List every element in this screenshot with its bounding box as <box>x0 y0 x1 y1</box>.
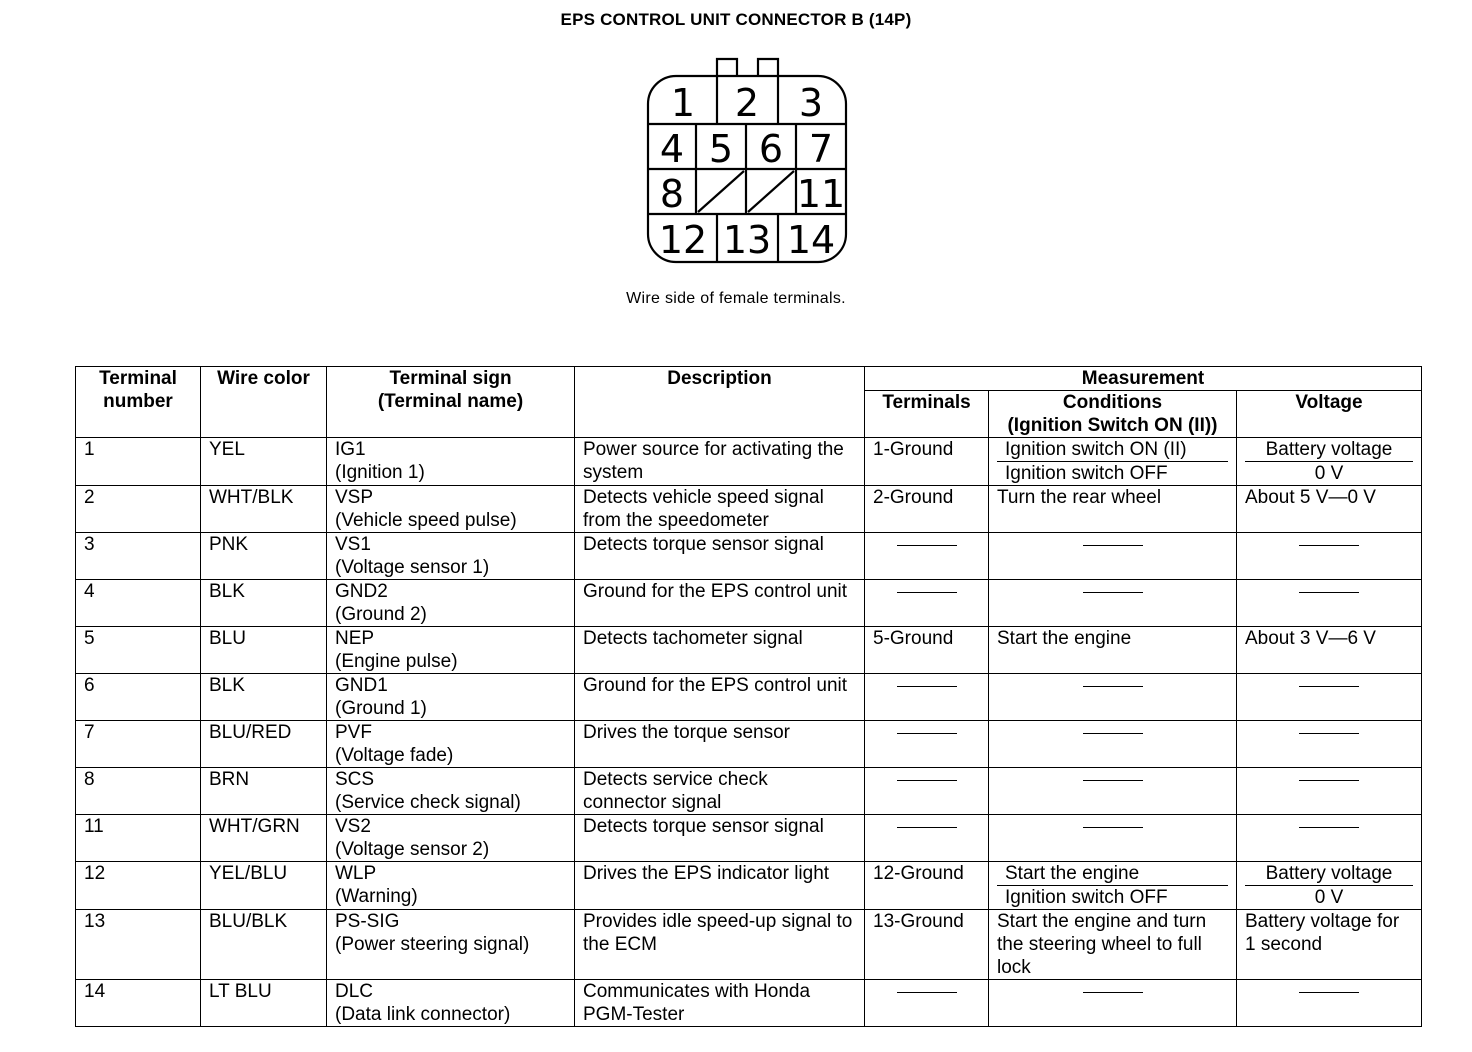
wire-color-cell: YEL/BLU <box>201 862 327 910</box>
terminal-number-cell: 4 <box>76 580 201 627</box>
voltage-cell: Battery voltage for 1 second <box>1237 910 1422 980</box>
dash-mark <box>1299 827 1359 828</box>
dash-mark <box>897 545 957 546</box>
measure-terminals-cell: 2-Ground <box>865 486 989 533</box>
description-cell: Provides idle speed-up signal to the ECM <box>575 910 865 980</box>
dash-mark <box>1083 686 1143 687</box>
terminal-sign: PVF <box>335 722 372 743</box>
dash-mark <box>1299 686 1359 687</box>
wire-color-cell: LT BLU <box>201 980 327 1027</box>
description-cell: Detects vehicle speed signal from the speedometer <box>575 486 865 533</box>
terminal-sign-cell <box>327 627 575 674</box>
table-row <box>76 627 1422 674</box>
wire-color-cell: BRN <box>201 768 327 815</box>
terminal-sign: VSP <box>335 487 374 508</box>
dash-mark <box>1299 733 1359 734</box>
measure-terminals-cell <box>865 533 989 580</box>
condition-line: Ignition switch OFF <box>997 885 1228 909</box>
wire-color-cell: WHT/GRN <box>201 815 327 862</box>
pin-label-2: 2 <box>734 81 760 125</box>
terminal-name: (Vehicle speed pulse) <box>335 510 517 531</box>
terminal-number-cell: 1 <box>76 438 201 486</box>
terminal-name: (Power steering signal) <box>335 934 530 955</box>
description-cell: Drives the EPS indicator light <box>575 862 865 910</box>
conditions-cell <box>989 533 1237 580</box>
terminal-sign-cell <box>327 862 575 910</box>
dash-mark <box>1299 545 1359 546</box>
terminal-number-cell: 3 <box>76 533 201 580</box>
terminal-sign-cell <box>327 580 575 627</box>
dash-mark <box>1083 592 1143 593</box>
terminal-sign: PS-SIG <box>335 911 400 932</box>
terminal-name: (Ignition 1) <box>335 462 425 483</box>
measure-terminals-cell <box>865 580 989 627</box>
pin-label-3: 3 <box>798 81 824 125</box>
terminal-sign-cell <box>327 721 575 768</box>
table-row <box>76 674 1422 721</box>
pin-label-14: 14 <box>786 218 836 262</box>
description-cell: Detects torque sensor signal <box>575 815 865 862</box>
terminal-name: (Voltage sensor 1) <box>335 557 490 578</box>
terminal-name: (Engine pulse) <box>335 651 458 672</box>
terminal-sign-cell <box>327 674 575 721</box>
terminal-name: (Voltage sensor 2) <box>335 839 490 860</box>
conditions-cell: Turn the rear wheel <box>989 486 1237 533</box>
measure-terminals-cell <box>865 674 989 721</box>
terminal-number-cell: 2 <box>76 486 201 533</box>
wire-color-cell: YEL <box>201 438 327 486</box>
pin-label-6: 6 <box>758 127 784 171</box>
dash-mark <box>1083 827 1143 828</box>
header-voltage: Voltage <box>1237 391 1422 438</box>
terminal-table <box>75 366 1422 1027</box>
description-cell: Detects torque sensor signal <box>575 533 865 580</box>
voltage-line: 0 V <box>1245 885 1413 909</box>
terminal-sign: IG1 <box>335 439 366 460</box>
header-terminal-number: Terminal number <box>76 367 201 438</box>
wire-color-cell: BLK <box>201 674 327 721</box>
terminal-number-cell: 6 <box>76 674 201 721</box>
description-cell: Detects tachometer signal <box>575 627 865 674</box>
terminal-number-cell: 5 <box>76 627 201 674</box>
header-measurement: Measurement <box>865 367 1422 391</box>
dash-mark <box>897 780 957 781</box>
voltage-cell <box>1237 768 1422 815</box>
terminal-sign: VS2 <box>335 816 371 837</box>
terminal-name: (Service check signal) <box>335 792 521 813</box>
condition-line: Start the engine <box>1005 863 1140 884</box>
conditions-cell <box>989 721 1237 768</box>
connector-caption: Wire side of female terminals. <box>626 290 846 307</box>
terminal-number-cell: 8 <box>76 768 201 815</box>
dash-mark <box>1083 780 1143 781</box>
measure-terminals-cell <box>865 815 989 862</box>
pin-label-11: 11 <box>796 172 846 216</box>
measure-terminals-cell <box>865 768 989 815</box>
voltage-line: Battery voltage <box>1265 863 1393 884</box>
conditions-cell <box>989 438 1237 486</box>
description-cell: Power source for activating the system <box>575 438 865 486</box>
conditions-cell <box>989 862 1237 910</box>
condition-line: Ignition switch OFF <box>997 461 1228 485</box>
terminal-sign: VS1 <box>335 534 371 555</box>
dash-mark <box>1083 992 1143 993</box>
voltage-line: 0 V <box>1245 461 1413 485</box>
description-cell: Drives the torque sensor <box>575 721 865 768</box>
description-cell: Ground for the EPS control unit <box>575 674 865 721</box>
wire-color-cell: WHT/BLK <box>201 486 327 533</box>
terminal-sign: NEP <box>335 628 375 649</box>
voltage-cell <box>1237 721 1422 768</box>
table-row <box>76 815 1422 862</box>
table-row <box>76 438 1422 486</box>
table-row <box>76 721 1422 768</box>
description-cell: Communicates with Honda PGM-Tester <box>575 980 865 1027</box>
terminal-number-cell: 13 <box>76 910 201 980</box>
conditions-cell: Start the engine <box>989 627 1237 674</box>
description-cell: Ground for the EPS control unit <box>575 580 865 627</box>
terminal-number-cell: 12 <box>76 862 201 910</box>
dash-mark <box>1299 992 1359 993</box>
table-row <box>76 910 1422 980</box>
terminal-number-cell: 7 <box>76 721 201 768</box>
conditions-cell <box>989 980 1237 1027</box>
terminal-sign: DLC <box>335 981 374 1002</box>
table-row <box>76 980 1422 1027</box>
conditions-cell <box>989 580 1237 627</box>
connector-face-diagram <box>640 52 850 270</box>
dash-mark <box>1083 545 1143 546</box>
voltage-cell <box>1237 580 1422 627</box>
dash-mark <box>897 686 957 687</box>
voltage-cell: About 3 V—6 V <box>1237 627 1422 674</box>
voltage-cell <box>1237 980 1422 1027</box>
terminal-sign-cell <box>327 533 575 580</box>
measure-terminals-cell: 1-Ground <box>865 438 989 486</box>
condition-line: Ignition switch ON (II) <box>1005 439 1187 460</box>
measure-terminals-cell: 13-Ground <box>865 910 989 980</box>
terminal-name: (Ground 1) <box>335 698 427 719</box>
pin-label-4: 4 <box>659 127 685 171</box>
conditions-cell: Start the engine and turn the steering wheel to full lock <box>989 910 1237 980</box>
wire-color-cell: BLU <box>201 627 327 674</box>
wire-color-cell: BLU/BLK <box>201 910 327 980</box>
wire-color-cell: BLU/RED <box>201 721 327 768</box>
pin-label-8: 8 <box>659 172 685 216</box>
terminal-sign-cell <box>327 768 575 815</box>
header-terminals: Terminals <box>865 391 989 438</box>
conditions-cell <box>989 815 1237 862</box>
header-conditions: Conditions (Ignition Switch ON (II)) <box>989 391 1237 438</box>
measure-terminals-cell <box>865 980 989 1027</box>
header-description: Description <box>575 367 865 438</box>
terminal-sign-cell <box>327 980 575 1027</box>
wire-color-cell: BLK <box>201 580 327 627</box>
measure-terminals-cell: 12-Ground <box>865 862 989 910</box>
terminal-sign-cell <box>327 815 575 862</box>
terminal-sign: WLP <box>335 863 377 884</box>
dash-mark <box>897 592 957 593</box>
measure-terminals-cell <box>865 721 989 768</box>
terminal-sign: GND1 <box>335 675 388 696</box>
terminal-sign-cell <box>327 910 575 980</box>
table-row <box>76 580 1422 627</box>
terminal-name: (Warning) <box>335 886 418 907</box>
voltage-cell <box>1237 862 1422 910</box>
dash-mark <box>1083 733 1143 734</box>
pin-label-12: 12 <box>658 218 708 262</box>
table-row <box>76 768 1422 815</box>
pin-label-5: 5 <box>708 127 734 171</box>
header-terminal-sign: Terminal sign (Terminal name) <box>327 367 575 438</box>
pin-label-7: 7 <box>808 127 834 171</box>
voltage-cell <box>1237 533 1422 580</box>
wire-color-cell: PNK <box>201 533 327 580</box>
conditions-cell <box>989 674 1237 721</box>
dash-mark <box>897 827 957 828</box>
table-row <box>76 533 1422 580</box>
table-row <box>76 486 1422 533</box>
measure-terminals-cell: 5-Ground <box>865 627 989 674</box>
voltage-cell: About 5 V—0 V <box>1237 486 1422 533</box>
terminal-name: (Data link connector) <box>335 1004 511 1025</box>
header-wire-color: Wire color <box>201 367 327 438</box>
document-title: EPS CONTROL UNIT CONNECTOR B (14P) <box>560 10 912 29</box>
voltage-cell <box>1237 815 1422 862</box>
dash-mark <box>897 992 957 993</box>
terminal-sign: GND2 <box>335 581 388 602</box>
dash-mark <box>897 733 957 734</box>
terminal-name: (Ground 2) <box>335 604 427 625</box>
pin-label-13: 13 <box>722 218 772 262</box>
terminal-name: (Voltage fade) <box>335 745 454 766</box>
terminal-sign-cell <box>327 486 575 533</box>
pin-label-1: 1 <box>670 81 696 125</box>
dash-mark <box>1299 592 1359 593</box>
voltage-cell <box>1237 674 1422 721</box>
table-row <box>76 862 1422 910</box>
terminal-number-cell: 14 <box>76 980 201 1027</box>
terminal-sign: SCS <box>335 769 375 790</box>
dash-mark <box>1299 780 1359 781</box>
terminal-sign-cell <box>327 438 575 486</box>
voltage-line: Battery voltage <box>1265 439 1393 460</box>
conditions-cell <box>989 768 1237 815</box>
terminal-number-cell: 11 <box>76 815 201 862</box>
voltage-cell <box>1237 438 1422 486</box>
description-cell: Detects service check connector signal <box>575 768 865 815</box>
